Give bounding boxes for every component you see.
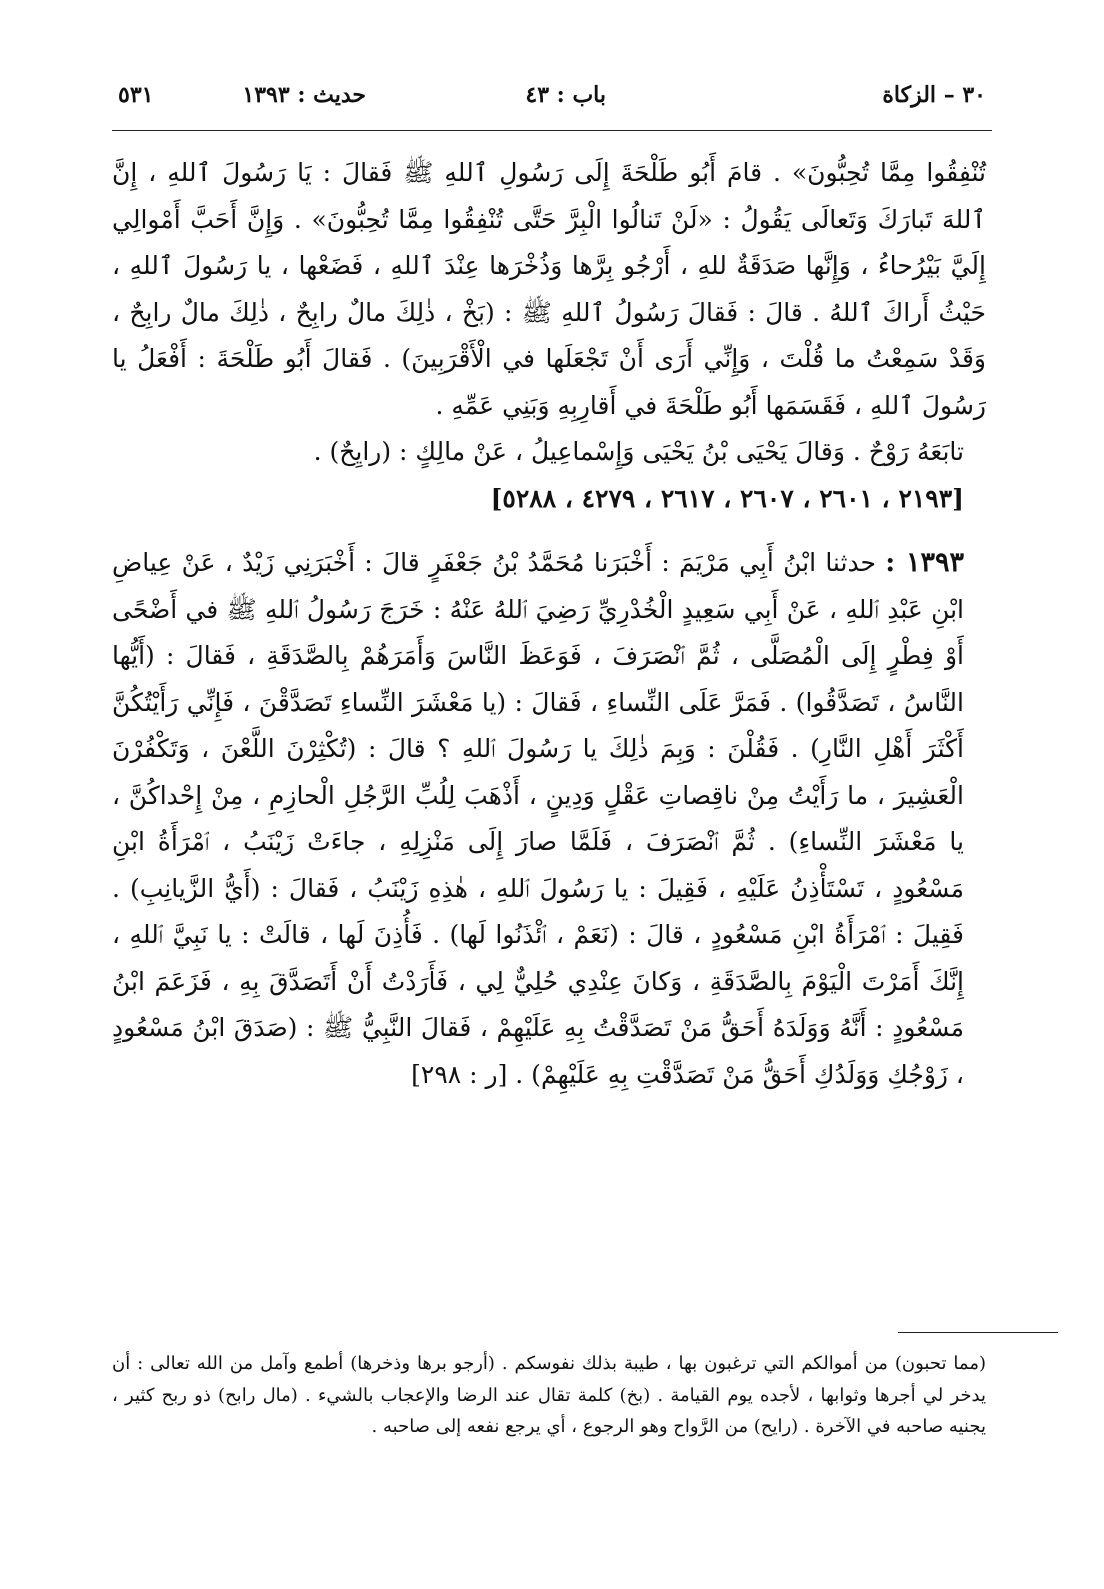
page-number: ٥٣١ [118,82,154,108]
main-text [112,150,986,1098]
paragraph-gap [112,522,986,540]
chapter-title: ٣٠ – الزكاة [882,82,986,108]
hadith-range-label: حديث : ١٣٩٣ [242,82,366,108]
header-divider [112,130,992,131]
bab-label: باب : ٤٣ [525,82,606,108]
footnote-divider [898,1332,1058,1333]
hadith-1392-continuation: تُنْفِقُوا مِمَّا تُحِبُّونَ» . قامَ أَبُو طَلْحَةَ إِلَى رَسُولِ ٱللهِ ﷺ فَقالَ : يَا رَسُولَ ٱللهِ ، إِنَّ ٱللهَ تَبارَكَ وَتَعالَى يَقُولُ : «لَنْ تَنالُوا الْبِرَّ حَتَّى تُنْفِقُوا مِمَّا تُحِبُّونَ» . وَإِنَّ أَحَبَّ أَمْوالِي إِلَيَّ بَيْرُحاءُ ، وَإِنَّها صَدَقَةٌ للهِ ، أَرْجُو بِرَّها وَذُخْرَها عِنْدَ ٱللهِ ، فَضَعْها ، يا رَسُولَ ٱللهِ ، حَيْثُ أَراكَ ٱللهُ . قالَ : فَقالَ رَسُولُ ٱللهِ ﷺ : (بَخْ ، ذٰلِكَ مالٌ رابِحٌ ، ذٰلِكَ مالٌ رابِحٌ ، وَقَدْ سَمِعْتُ ما قُلْتَ ، وَإِنِّي أَرَى أَنْ تَجْعَلَها في الْأَقْرَبِينَ) . فَقالَ أَبُو طَلْحَةَ : أَفْعَلُ يا رَسُولَ ٱللهِ ، فَقَسَمَها أَبُو طَلْحَةَ في أَقارِبِهِ وَبَنِي عَمِّهِ . [112,158,986,420]
hadith-1393 [112,540,986,1098]
running-header [118,82,986,122]
hadith-1392-narration-note: تابَعَهُ رَوْحٌ . وَقالَ يَحْيَى بْنُ يَحْيَى وَإِسْماعِيلُ ، عَنْ مالِكٍ : (رايِحٌ) . [313,437,964,466]
footnotes [112,1348,986,1443]
hadith-1393-text: حدثنا ابْنُ أَبِي مَرْيَمَ : أَخْبَرَنا مُحَمَّدُ بْنُ جَعْفَرٍ قالَ : أَخْبَرَنِي زَيْدٌ ، عَنْ عِياضِ ابْنِ عَبْدِ ٱللهِ ، عَنْ أَبِي سَعِيدٍ الْخُدْرِيِّ رَضِيَ ٱللهُ عَنْهُ : خَرَجَ رَسُولُ ٱللهِ ﷺ في أَضْحًى أَوْ فِطْرٍ إِلَى الْمُصَلَّى ، ثُمَّ ٱنْصَرَفَ ، فَوَعَظَ النَّاسَ وَأَمَرَهُمْ بِالصَّدَقَةِ ، فَقالَ : (أَيُّها النَّاسُ ، تَصَدَّقُوا) . فَمَرَّ عَلَى النِّساءِ ، فَقالَ : (يا مَعْشَرَ النِّساءِ تَصَدَّقْنَ ، فَإِنِّي رَأَيْتُكُنَّ أَكْثَرَ أَهْلِ النَّارِ) . فَقُلْنَ : وَبِمَ ذٰلِكَ يا رَسُولَ ٱللهِ ؟ قالَ : (تُكْثِرْنَ اللَّعْنَ ، وَتَكْفُرْنَ الْعَشِيرَ ، ما رَأَيْتُ مِنْ ناقِصاتِ عَقْلٍ وَدِينٍ ، أَذْهَبَ لِلُبِّ الرَّجُلِ الْحازِمِ ، مِنْ إِحْداكُنَّ ، يا مَعْشَرَ النِّساءِ) . ثُمَّ ٱنْصَرَفَ ، فَلَمَّا صارَ إِلَى مَنْزِلِهِ ، جاءَتْ زَيْنَبُ ، ٱمْرَأَةُ ابْنِ مَسْعُودٍ ، تَسْتَأْذِنُ عَلَيْهِ ، فَقِيلَ : يا رَسُولَ ٱللهِ ، هٰذِهِ زَيْنَبُ ، فَقالَ : (أَيُّ الزَّيانِبِ) . فَقِيلَ : ٱمْرَأَةُ ابْنِ مَسْعُودٍ ، قالَ : (نَعَمْ ، ٱئْذَنُوا لَها) . فَأُذِنَ لَها ، قالَتْ : يا نَبِيَّ ٱللهِ ، إِنَّكَ أَمَرْتَ الْيَوْمَ بِالصَّدَقَةِ ، وَكانَ عِنْدِي حُلِيٌّ لِي ، فَأَرَدْتُ أَنْ أَتَصَدَّقَ بِهِ ، فَزَعَمَ ابْنُ مَسْعُودٍ : أَنَّهُ وَوَلَدَهُ أَحَقُّ مَنْ تَصَدَّقْتُ بِهِ عَلَيْهِمْ ، فَقالَ النَّبِيُّ ﷺ : (صَدَقَ ابْنُ مَسْعُودٍ ، زَوْجُكِ وَوَلَدُكِ أَحَقُّ مَنْ تَصَدَّقْتِ بِهِ عَلَيْهِمْ) . [ر : ٢٩٨] [112,548,964,1089]
footnote-text: (مما تحبون) من أموالكم التي ترغبون بها ، طيبة بذلك نفوسكم . (أرجو برها وذخرها) أطمع وآمل من الله تعالى : أن يدخر لي أجرها وثوابها ، لأجده يوم القيامة . (بخ) كلمة تقال عند الرضا والإعجاب بالشيء . (مال رابح) ذو ربح كثير ، يجنيه صاحبه في الآخرة . (رايح) من الرَّواح وهو الرجوع ، أي يرجع نفعه إلى صاحبه . [112,1353,986,1437]
hadith-number: ١٣٩٣ : [885,547,964,578]
cross-references: [٢١٩٣ ، ٢٦٠١ ، ٢٦٠٧ ، ٢٦١٧ ، ٤٢٧٩ ، ٥٢٨٨] [490,483,964,513]
